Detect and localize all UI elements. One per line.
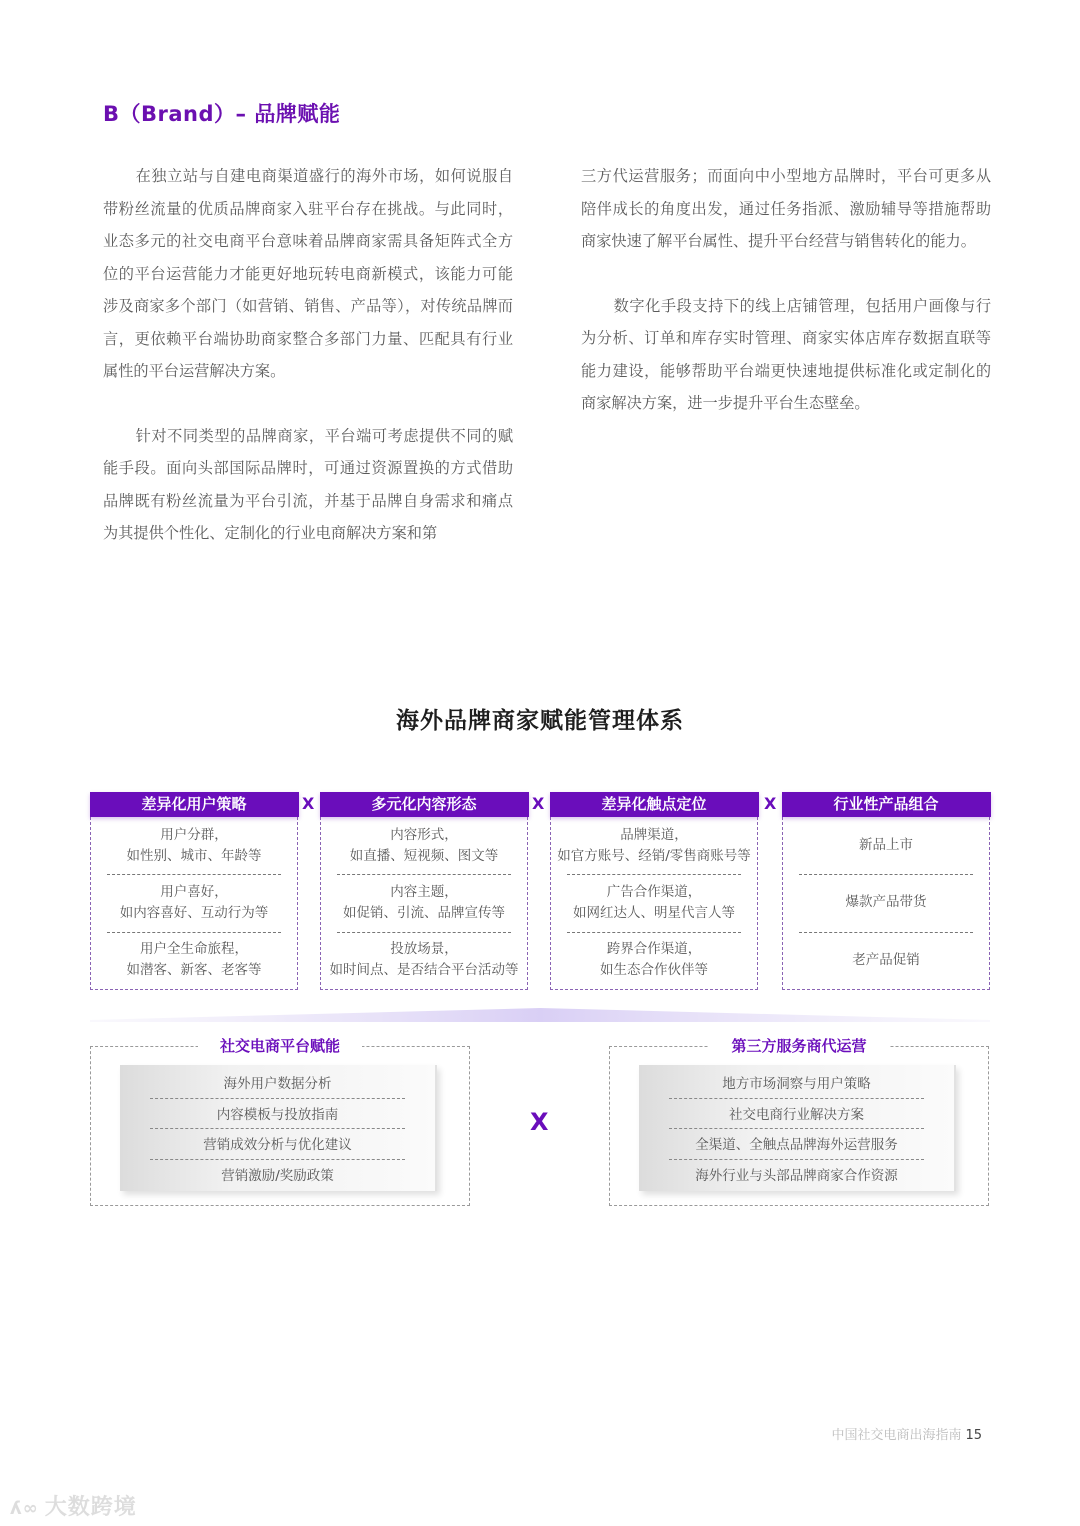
- list-item: 海外用户数据分析: [223, 1076, 332, 1093]
- box-header: 差异化用户策略: [90, 792, 299, 817]
- box-title: 社交电商平台赋能: [198, 1037, 362, 1055]
- box-header: 行业性产品组合: [782, 792, 991, 817]
- list-item: 地方市场洞察与用户策略: [722, 1076, 871, 1093]
- box-item: 品牌渠道， 如官方账号、经销/零售商账号等: [557, 826, 751, 864]
- strategy-box-user: [90, 792, 298, 990]
- page-footer: [831, 1424, 982, 1443]
- publication-name: 中国社交电商出海指南: [831, 1428, 962, 1443]
- box-item: 用户分群， 如性别、城市、年龄等: [126, 826, 262, 864]
- box-item: 老产品促销: [783, 932, 989, 989]
- box-item: 广告合作渠道， 如网红达人、明星代言人等: [551, 874, 757, 931]
- left-text-column: [103, 160, 513, 550]
- box-item: 爆款产品带货: [783, 874, 989, 931]
- box-item: 用户喜好， 如内容喜好、互动行为等: [91, 874, 297, 931]
- box-item: 跨界合作渠道， 如生态合作伙伴等: [551, 932, 757, 989]
- box-title: 第三方服务商代运营: [709, 1037, 888, 1055]
- section-title: B（Brand）– 品牌赋能: [103, 102, 341, 126]
- list-item: 海外行业与头部品牌商家合作资源: [639, 1159, 954, 1190]
- multiply-icon: X: [530, 1108, 549, 1136]
- platform-enablement-box: [90, 1037, 470, 1206]
- list-item: 社交电商行业解决方案: [639, 1098, 954, 1129]
- strategy-box-touchpoint: [550, 792, 758, 990]
- strategy-box-product: [782, 792, 990, 990]
- third-party-operation-box: [609, 1037, 989, 1206]
- box-header: 差异化触点定位: [550, 792, 759, 817]
- paragraph: 在独立站与自建电商渠道盛行的海外市场，如何说服自带粉丝流量的优质品牌商家入驻平台存在挑战。与此同时，业态多元的社交电商平台意味着品牌商家需具备矩阵式全方位的平台运营能力才能更好地玩转电商新模式，该能力可能涉及商家多个部门（如营销、销售、产品等），对传统品牌而言，更依赖平台端协助商家整合多部门力量、匹配具有行业属性的平台运营解决方案。: [103, 167, 513, 380]
- list-item: 全渠道、全触点品牌海外运营服务: [639, 1128, 954, 1159]
- paragraph: 数字化手段支持下的线上店铺管理，包括用户画像与行为分析、订单和库存实时管理、商家实体店库存数据直联等能力建设，能够帮助平台端更快速地提供标准化或定制化的商家解决方案，进一步提升平台生态壁垒。: [581, 296, 991, 412]
- diagram-title: 海外品牌商家赋能管理体系: [396, 708, 684, 734]
- box-item: 新品上市: [859, 837, 913, 854]
- multiply-icon: X: [302, 794, 315, 813]
- box-item: 内容形式， 如直播、短视频、图文等: [349, 826, 499, 864]
- strategy-box-content: [320, 792, 528, 990]
- wedge-divider: [90, 1006, 990, 1022]
- watermark-logo-icon: ʎ∞: [10, 1498, 39, 1519]
- box-item: 内容主题， 如促销、引流、品牌宣传等: [321, 874, 527, 931]
- right-text-column: [581, 160, 991, 420]
- list-item: 营销激励/奖励政策: [120, 1159, 435, 1190]
- multiply-icon: X: [532, 794, 545, 813]
- box-item: 投放场景， 如时间点、是否结合平台活动等: [321, 932, 527, 989]
- list-item: 内容模板与投放指南: [120, 1098, 435, 1129]
- paragraph: 针对不同类型的品牌商家，平台端可考虑提供不同的赋能手段。面向头部国际品牌时，可通过资源置换的方式借助品牌既有粉丝流量为平台引流，并基于品牌自身需求和痛点为其提供个性化、定制化的行业电商解决方案和第: [103, 426, 513, 542]
- watermark-text: 大数跨境: [44, 1495, 137, 1520]
- multiply-icon: X: [764, 794, 777, 813]
- page-number: 15: [965, 1428, 982, 1443]
- paragraph: 三方代运营服务；而面向中小型地方品牌时，平台可更多从陪伴成长的角度出发，通过任务指派、激励辅导等措施帮助商家快速了解平台属性、提升平台经营与销售转化的能力。: [581, 167, 991, 250]
- box-header: 多元化内容形态: [320, 792, 529, 817]
- watermark: [10, 1490, 137, 1521]
- box-item: 用户全生命旅程， 如潜客、新客、老客等: [91, 932, 297, 989]
- list-item: 营销成效分析与优化建议: [120, 1128, 435, 1159]
